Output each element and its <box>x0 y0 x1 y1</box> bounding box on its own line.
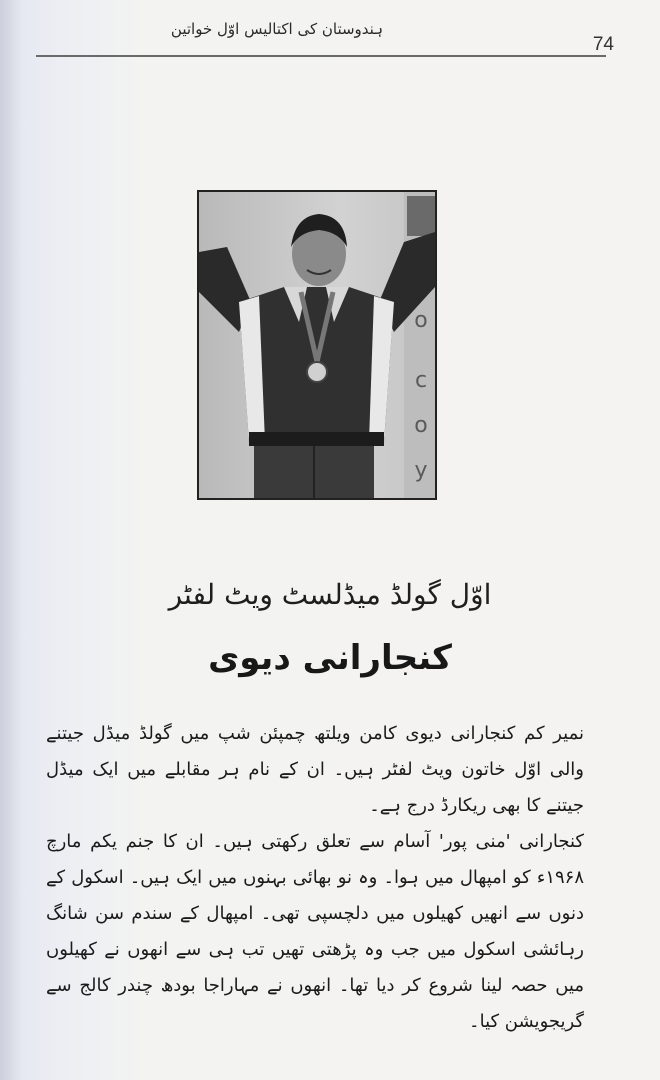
backdrop-letter: o <box>414 308 428 333</box>
backdrop-letter: y <box>414 458 428 483</box>
article-name-title: کنجارانی دیوی <box>208 638 452 678</box>
body-paragraph: نمیر کم کنجارانی دیوی کامن ویلتھ چمپئن شپ میں گولڈ میڈل جیتنے والی اوّل خاتون ویٹ لفٹر ہیں۔ ان کے نام ہر مقابلے میں ایک میڈل جیتنے کا بھی ریکارڈ درج ہے۔ <box>46 723 584 816</box>
page-number: 74 <box>592 34 614 55</box>
body-paragraph: کنجارانی 'منی پور' آسام سے تعلق رکھتی ہیں۔ ان کا جنم یکم مارچ ۱۹۶۸ء کو امپھال میں ہوا۔ وہ نو بھائی بہنوں میں ایک ہیں۔ اسکول کے دنوں سے انھیں کھیلوں میں دلچسپی تھی۔ امپھال کے سندم سن شانگ رہائشی اسکول میں جب وہ پڑھتی تھیں تب ہی سے انھوں نے کھیلوں میں حصہ لینا شروع کر دیا تھا۔ انھوں نے مہاراجا بودھ چندر کالج سے گریجویشن کیا۔ <box>46 831 584 1032</box>
article-body <box>46 716 584 1032</box>
article-headline: اوّل گولڈ میڈلسٹ ویٹ لفٹر <box>168 578 492 611</box>
athlete-photo-illustration <box>199 192 435 498</box>
backdrop-letter: o <box>414 413 428 438</box>
header-rule <box>36 55 606 57</box>
athlete-photo <box>197 190 437 500</box>
page-gutter-shadow <box>0 0 22 1080</box>
running-head-title: ہندوستان کی اکتالیس اوّل خواتین <box>170 20 383 38</box>
backdrop-letter: c <box>414 368 428 393</box>
